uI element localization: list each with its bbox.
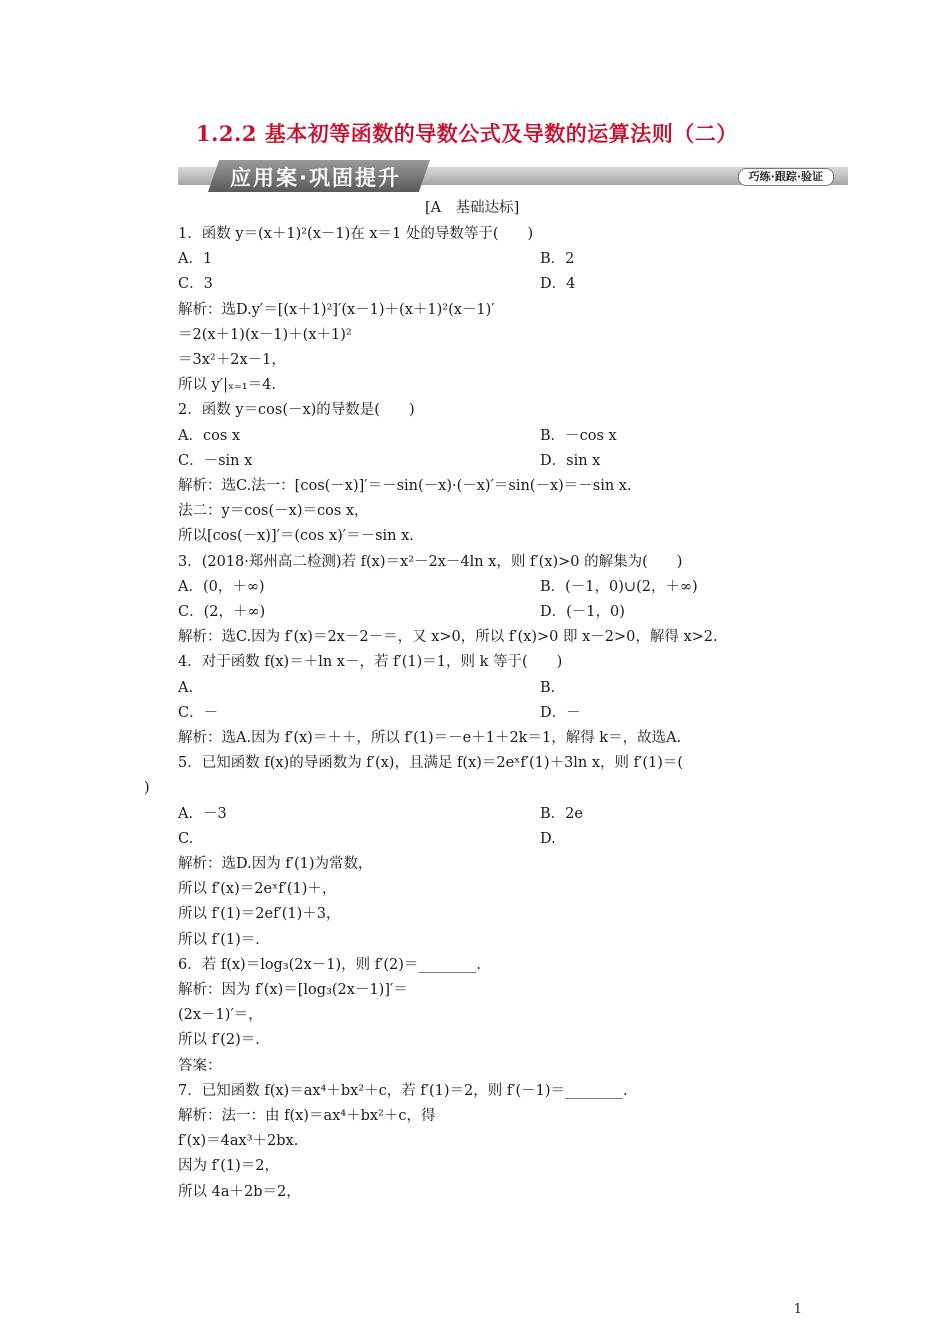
text-line: ＝3x²＋2x－1， [178, 352, 286, 368]
text-line: 6．若 f(x)＝log₃(2x－1)，则 f′(2)＝________. [178, 957, 482, 973]
text-line: ) [144, 780, 150, 796]
text-line: 5．已知函数 f(x)的导函数为 f′(x)，且满足 f(x)＝2eˣf′(1)＋3ln x，则 f′(1)＝( [178, 755, 684, 771]
option-right: B．－cos x [540, 428, 617, 444]
text-line: C．－ [178, 705, 219, 721]
text-line: A．－3 [178, 806, 227, 822]
page-number: 1 [793, 1302, 802, 1317]
text-line: 解析：选C.因为 f′(x)＝2x－2－＝，又 x>0，所以 f′(x)>0 即 x－2>0，解得 x>2. [178, 629, 718, 645]
text-line: 所以 y′|ₓ₌₁＝4. [178, 377, 276, 393]
text-line: A．(0，＋∞) [178, 579, 265, 595]
text-line: 答案： [178, 1058, 222, 1074]
text-line: (2x－1)′＝， [178, 1007, 263, 1023]
text-line: 因为 f′(1)＝2， [178, 1158, 280, 1174]
text-line: 解析：法一：由 f(x)＝ax⁴＋bx²＋c，得 [178, 1108, 436, 1124]
text-line: 所以 f′(1)＝2ef′(1)＋3， [178, 906, 341, 922]
text-line: 2．函数 y＝cos(－x)的导数是( ) [178, 402, 415, 418]
text-line: 解析：选D.y′＝[(x＋1)²]′(x－1)＋(x＋1)²(x－1)′ [178, 302, 495, 318]
text-line: 7．已知函数 f(x)＝ax⁴＋bx²＋c，若 f′(1)＝2，则 f′(－1)＝________. [178, 1083, 628, 1099]
option-right: B．(－1，0)∪(2，＋∞) [540, 579, 698, 595]
text-line: A．1 [178, 251, 213, 267]
option-right: D．sin x [540, 453, 601, 469]
text-line: A．cos x [178, 428, 241, 444]
option-right: D．(－1，0) [540, 604, 625, 620]
text-line: 所以 4a＋2b＝2， [178, 1184, 301, 1200]
section-label: [A 基础达标] [425, 200, 520, 216]
text-line: f′(x)＝4ax³＋2bx. [178, 1133, 299, 1149]
text-line: 解析：选D.因为 f′(1)为常数， [178, 856, 373, 872]
option-right: B．2e [540, 806, 583, 822]
option-right: D. [540, 831, 556, 847]
text-line: A. [178, 680, 194, 696]
banner-left-text: 应用案·巩固提升 [230, 166, 401, 190]
page-title: 1.2.2 基本初等函数的导数公式及导数的运算法则（二） [196, 121, 738, 146]
banner-right-pill: 巧练·跟踪·验证 [738, 168, 834, 186]
text-line: 所以 f′(1)＝. [178, 932, 260, 948]
text-line: 解析：选C.法一：[cos(－x)]′＝－sin(－x)·(－x)′＝sin(－x)＝－sin x. [178, 478, 632, 494]
text-line: 所以 f′(2)＝. [178, 1032, 260, 1048]
text-line: 3．(2018·郑州高二检测)若 f(x)＝x²－2x－4ln x，则 f′(x)>0 的解集为( ) [178, 554, 683, 570]
text-line: 1．函数 y＝(x＋1)²(x－1)在 x＝1 处的导数等于( ) [178, 226, 534, 242]
text-line: ＝2(x＋1)(x－1)＋(x＋1)² [178, 327, 352, 343]
text-line: C．(2，＋∞) [178, 604, 266, 620]
text-line: C．－sin x [178, 453, 253, 469]
text-line: C．3 [178, 276, 213, 292]
text-line: 所以[cos(－x)]′＝(cos x)′＝－sin x. [178, 528, 414, 544]
option-right: D．－ [540, 705, 581, 721]
text-line: 所以 f′(x)＝2eˣf′(1)＋， [178, 881, 337, 897]
text-line: C. [178, 831, 194, 847]
option-right: D．4 [540, 276, 576, 292]
option-right: B. [540, 680, 556, 696]
text-line: 法二：y＝cos(－x)＝cos x， [178, 503, 369, 519]
text-line: 4．对于函数 f(x)＝＋ln x－，若 f′(1)＝1，则 k 等于( ) [178, 654, 563, 670]
option-right: B．2 [540, 251, 575, 267]
text-line: 解析：选A.因为 f′(x)＝＋＋，所以 f′(1)＝－e＋1＋2k＝1，解得 k＝，故选A. [178, 730, 682, 746]
text-line: 解析：因为 f′(x)＝[log₃(2x－1)]′＝ [178, 982, 408, 998]
